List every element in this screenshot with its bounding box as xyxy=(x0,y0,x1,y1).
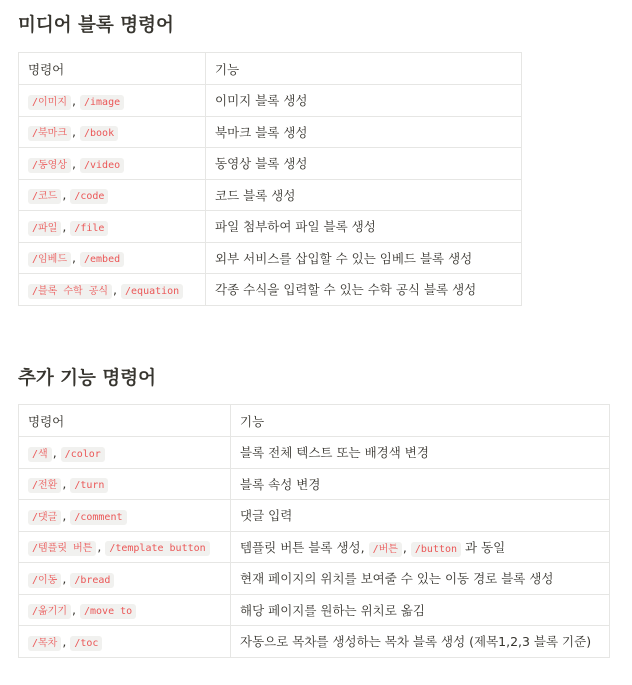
media-commands-table xyxy=(18,52,522,306)
separator: , xyxy=(52,444,57,460)
command-code: /move to xyxy=(80,604,136,619)
command-code: /이미지 xyxy=(28,95,71,110)
table-row xyxy=(19,500,610,532)
column-header: 명령어 xyxy=(19,405,231,437)
description-text: 이미지 블록 생성 xyxy=(215,93,308,109)
separator: , xyxy=(72,250,76,266)
description-suffix: 과 동일 xyxy=(465,539,506,555)
command-code: /code xyxy=(70,189,108,204)
header-row xyxy=(19,405,610,437)
command-cell xyxy=(19,179,206,211)
description-text: 북마크 블록 생성 xyxy=(215,124,308,140)
command-code: /embed xyxy=(80,252,124,267)
command-cell xyxy=(19,468,231,500)
description-cell xyxy=(206,179,522,211)
separator: , xyxy=(113,281,118,297)
separator: , xyxy=(62,218,67,234)
table-row xyxy=(19,242,522,274)
separator: , xyxy=(402,539,407,555)
description-text: 현재 페이지의 위치를 보여줄 수 있는 이동 경로 블록 생성 xyxy=(240,571,554,587)
description-text: 코드 블록 생성 xyxy=(215,187,296,203)
command-code: /image xyxy=(80,95,124,110)
command-cell xyxy=(19,594,231,626)
extra-section xyxy=(18,366,592,650)
table-row xyxy=(19,116,522,148)
command-code: /bread xyxy=(70,573,114,588)
table-row xyxy=(19,148,522,180)
command-cell xyxy=(19,274,206,306)
description-text: 외부 서비스를 삽입할 수 있는 임베드 블록 생성 xyxy=(215,250,473,266)
command-code: /equation xyxy=(121,284,183,299)
description-text: 블록 속성 변경 xyxy=(240,476,321,492)
command-code: /template button xyxy=(105,541,209,556)
command-code: /turn xyxy=(70,478,108,493)
separator: , xyxy=(72,155,76,171)
description-cell xyxy=(206,148,522,180)
description-text: 블록 전체 텍스트 또는 배경색 변경 xyxy=(240,445,429,461)
table-row xyxy=(19,563,610,595)
separator: , xyxy=(62,633,67,649)
description-text: 동영상 블록 생성 xyxy=(215,156,308,172)
header-row xyxy=(19,53,522,85)
description-cell xyxy=(206,211,522,243)
table-row xyxy=(19,594,610,626)
column-header: 명령어 xyxy=(19,53,206,85)
media-section xyxy=(18,13,477,298)
separator: , xyxy=(97,539,102,555)
table-row xyxy=(19,85,522,117)
table-row xyxy=(19,211,522,243)
table-row xyxy=(19,274,522,306)
description-text: 파일 첨부하여 파일 블록 생성 xyxy=(215,219,376,235)
description-cell xyxy=(231,594,610,626)
command-code: /댓글 xyxy=(28,510,61,525)
command-cell xyxy=(19,211,206,243)
description-text: 자동으로 목차를 생성하는 목차 블록 생성 (제목1,2,3 블록 기준) xyxy=(240,634,592,650)
column-header: 기능 xyxy=(231,405,610,437)
command-code: /이동 xyxy=(28,573,61,588)
command-code: /임베드 xyxy=(28,252,71,267)
description-cell xyxy=(206,242,522,274)
description-cell xyxy=(206,274,522,306)
command-code: /목차 xyxy=(28,636,61,651)
description-text: 댓글 입력 xyxy=(240,508,293,524)
table-row xyxy=(19,531,610,563)
command-code: /toc xyxy=(70,636,102,651)
command-code: /블록 수학 공식 xyxy=(28,284,112,299)
separator: , xyxy=(72,124,76,140)
description-cell xyxy=(231,626,610,658)
description-cell xyxy=(231,531,610,563)
command-cell xyxy=(19,437,231,469)
column-header: 기능 xyxy=(206,53,522,85)
description-cell xyxy=(231,437,610,469)
separator: , xyxy=(62,570,67,586)
command-code: /동영상 xyxy=(28,158,71,173)
section-heading: 추가 기능 명령어 xyxy=(18,368,156,389)
command-code: /코드 xyxy=(28,189,61,204)
separator: , xyxy=(72,602,76,618)
description-cell xyxy=(231,563,610,595)
command-code: /버튼 xyxy=(369,542,402,557)
command-code: /book xyxy=(80,126,118,141)
command-cell xyxy=(19,242,206,274)
separator: , xyxy=(62,507,67,523)
table-row xyxy=(19,179,522,211)
command-code: /옮기기 xyxy=(28,604,71,619)
table-row xyxy=(19,626,610,658)
command-code: /템플릿 버튼 xyxy=(28,541,96,556)
extra-commands-table xyxy=(18,404,610,658)
command-code: /북마크 xyxy=(28,126,71,141)
command-code: /전환 xyxy=(28,478,61,493)
command-code: /색 xyxy=(28,447,52,462)
command-cell xyxy=(19,626,231,658)
table-row xyxy=(19,437,610,469)
command-code: /file xyxy=(70,221,108,236)
command-code: /button xyxy=(411,542,461,557)
description-cell xyxy=(231,468,610,500)
command-cell xyxy=(19,531,231,563)
command-code: /comment xyxy=(70,510,126,525)
table-row xyxy=(19,468,610,500)
command-code: /파일 xyxy=(28,221,61,236)
command-cell xyxy=(19,500,231,532)
separator: , xyxy=(62,187,67,203)
command-cell xyxy=(19,148,206,180)
command-code: /color xyxy=(61,447,105,462)
command-cell xyxy=(19,85,206,117)
command-code: /video xyxy=(80,158,124,173)
command-cell xyxy=(19,563,231,595)
description-text: 각종 수식을 입력할 수 있는 수학 공식 블록 생성 xyxy=(215,282,477,298)
description-cell xyxy=(206,116,522,148)
section-heading: 미디어 블록 명령어 xyxy=(18,15,174,36)
description-text: 해당 페이지를 원하는 위치로 옮김 xyxy=(240,602,425,618)
description-cell xyxy=(206,85,522,117)
command-cell xyxy=(19,116,206,148)
description-text: 템플릿 버튼 블록 생성, xyxy=(240,539,365,555)
separator: , xyxy=(72,92,76,108)
description-cell xyxy=(231,500,610,532)
separator: , xyxy=(62,476,67,492)
